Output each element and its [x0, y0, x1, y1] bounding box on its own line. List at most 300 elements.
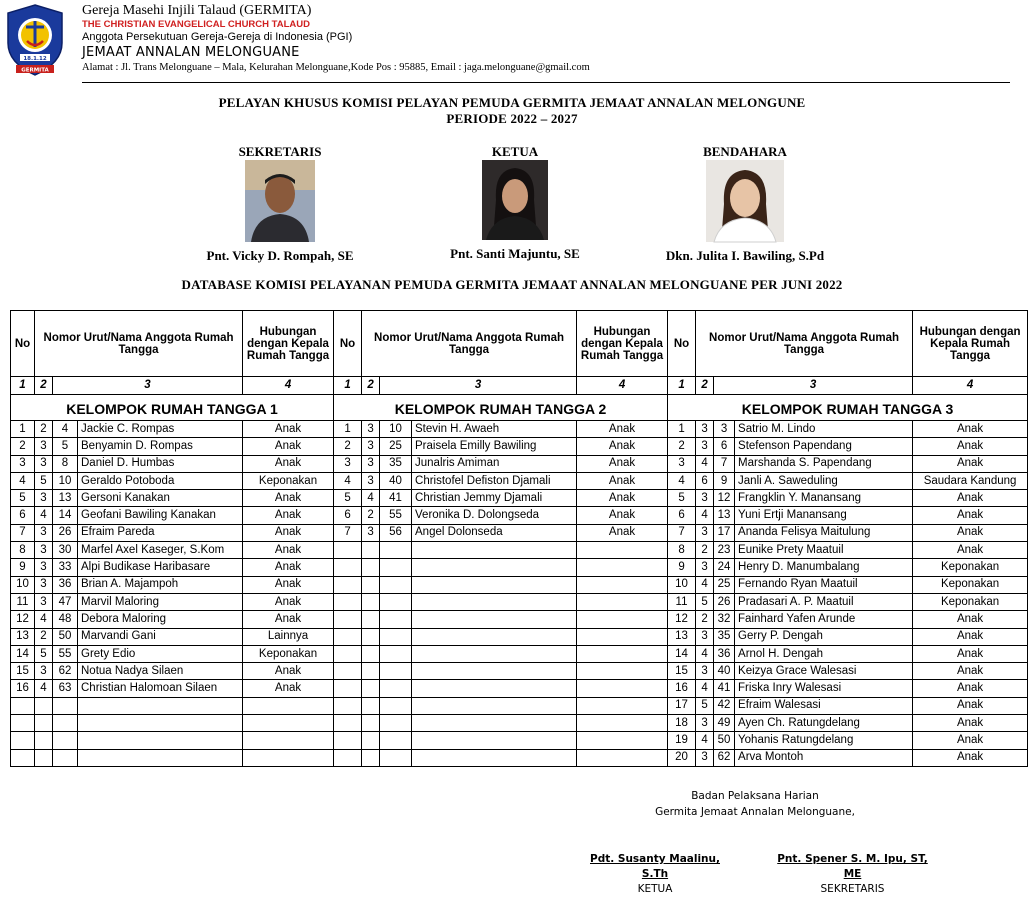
member-name: Arnol H. Dengah [735, 645, 913, 662]
row-no [11, 715, 35, 732]
relationship [243, 732, 334, 749]
relationship [243, 697, 334, 714]
row-no [334, 715, 362, 732]
row-no: 1 [668, 421, 696, 438]
signature-ketua [580, 852, 730, 897]
col-number: 2 [35, 377, 53, 395]
member-no: 9 [714, 472, 735, 489]
letterhead-divider [82, 82, 1010, 83]
member-name: Gersoni Kanakan [78, 490, 243, 507]
household-no: 4 [35, 680, 53, 697]
relationship: Anak [913, 542, 1028, 559]
row-no: 10 [11, 576, 35, 593]
relationship: Anak [913, 438, 1028, 455]
ketua-role: KETUA [637, 883, 673, 895]
row-no [334, 697, 362, 714]
signature-line-1: Badan Pelaksana Harian [691, 790, 819, 802]
relationship: Anak [243, 438, 334, 455]
member-no: 41 [714, 680, 735, 697]
row-no: 19 [668, 732, 696, 749]
col-number: 1 [668, 377, 696, 395]
table-row [11, 559, 1028, 576]
relationship [577, 715, 668, 732]
ketua-name: Pdt. Susanty Maalinu, S.Th [590, 853, 720, 880]
member-no [380, 542, 412, 559]
officer-name: Pnt. Vicky D. Rompah, SE [206, 248, 354, 263]
member-no [53, 749, 78, 766]
member-name [412, 559, 577, 576]
row-no [11, 749, 35, 766]
row-no: 9 [668, 559, 696, 576]
household-no: 4 [362, 490, 380, 507]
member-no: 26 [714, 593, 735, 610]
row-no: 1 [11, 421, 35, 438]
member-name [412, 732, 577, 749]
household-no: 4 [696, 455, 714, 472]
relationship: Anak [243, 524, 334, 541]
relationship: Anak [577, 421, 668, 438]
row-no: 15 [11, 663, 35, 680]
member-no: 10 [380, 421, 412, 438]
col-number: 2 [362, 377, 380, 395]
member-no: 40 [714, 663, 735, 680]
relationship [243, 749, 334, 766]
member-no: 62 [53, 663, 78, 680]
member-name [78, 697, 243, 714]
household-no [362, 749, 380, 766]
member-no [53, 697, 78, 714]
household-no: 3 [696, 421, 714, 438]
member-name: Christofel Defiston Djamali [412, 472, 577, 489]
member-name: Praisela Emilly Bawiling [412, 438, 577, 455]
row-no: 6 [334, 507, 362, 524]
member-no [380, 628, 412, 645]
household-no: 3 [35, 438, 53, 455]
relationship: Keponakan [913, 593, 1028, 610]
household-no: 4 [696, 507, 714, 524]
member-name: Yuni Ertji Manansang [735, 507, 913, 524]
relationship: Anak [577, 490, 668, 507]
table-body [11, 421, 1028, 767]
household-no: 3 [35, 542, 53, 559]
household-no: 4 [696, 576, 714, 593]
household-no [35, 715, 53, 732]
member-no: 40 [380, 472, 412, 489]
row-no: 14 [668, 645, 696, 662]
member-no [380, 611, 412, 628]
household-no [362, 542, 380, 559]
row-no: 7 [668, 524, 696, 541]
sekretaris-role: SEKRETARIS [820, 883, 885, 895]
member-no [380, 663, 412, 680]
row-no: 13 [11, 628, 35, 645]
relationship: Anak [577, 455, 668, 472]
household-no [35, 732, 53, 749]
household-no [362, 611, 380, 628]
header-hubungan: Hubungan dengan Kepala Rumah Tangga [913, 311, 1028, 377]
relationship [577, 749, 668, 766]
church-name-english: THE CHRISTIAN EVANGELICAL CHURCH TALAUD [82, 19, 310, 30]
col-number: 2 [696, 377, 714, 395]
member-name: Benyamin D. Rompas [78, 438, 243, 455]
group-title: KELOMPOK RUMAH TANGGA 1 [11, 399, 334, 421]
household-no: 4 [35, 507, 53, 524]
member-no [53, 732, 78, 749]
row-no: 2 [668, 438, 696, 455]
member-name: Marvandi Gani [78, 628, 243, 645]
row-no: 8 [668, 542, 696, 559]
row-no: 3 [11, 455, 35, 472]
household-no: 3 [362, 524, 380, 541]
letterhead [0, 0, 1024, 84]
row-no: 4 [11, 472, 35, 489]
relationship: Anak [913, 611, 1028, 628]
table-row [11, 611, 1028, 628]
member-no: 14 [53, 507, 78, 524]
header-nama: Nomor Urut/Nama Anggota Rumah Tangga [362, 311, 577, 377]
address: Alamat : Jl. Trans Melonguane – Mala, Kelurahan Melonguane,Kode Pos : 95885, Email : jaga.melonguane@gmail.com [82, 62, 590, 73]
member-no: 49 [714, 715, 735, 732]
row-no: 5 [668, 490, 696, 507]
relationship: Anak [243, 507, 334, 524]
col-number: 3 [714, 377, 913, 395]
row-no: 11 [11, 593, 35, 610]
group-title-row [11, 399, 1028, 421]
member-no: 25 [714, 576, 735, 593]
relationship: Anak [243, 490, 334, 507]
household-no: 4 [696, 645, 714, 662]
row-no: 11 [668, 593, 696, 610]
row-no: 6 [668, 507, 696, 524]
member-name: Pradasari A. P. Maatuil [735, 593, 913, 610]
relationship: Anak [577, 507, 668, 524]
relationship: Anak [913, 524, 1028, 541]
officer-role: SEKRETARIS [238, 144, 322, 159]
household-no: 2 [696, 611, 714, 628]
relationship: Lainnya [243, 628, 334, 645]
member-name: Henry D. Manumbalang [735, 559, 913, 576]
household-no: 3 [696, 663, 714, 680]
member-name: Jackie C. Rompas [78, 421, 243, 438]
member-no: 35 [714, 628, 735, 645]
member-no: 30 [53, 542, 78, 559]
member-no: 63 [53, 680, 78, 697]
member-name [78, 732, 243, 749]
member-no: 23 [714, 542, 735, 559]
table-row [11, 715, 1028, 732]
officer-ketua [425, 144, 605, 262]
member-name: Geofani Bawiling Kanakan [78, 507, 243, 524]
member-name: Eunike Prety Maatuil [735, 542, 913, 559]
relationship [577, 645, 668, 662]
relationship: Keponakan [243, 472, 334, 489]
member-name: Junalris Amiman [412, 455, 577, 472]
row-no [334, 542, 362, 559]
relationship: Anak [243, 421, 334, 438]
relationship: Anak [913, 663, 1028, 680]
member-no: 55 [380, 507, 412, 524]
member-no: 8 [53, 455, 78, 472]
row-no: 7 [334, 524, 362, 541]
row-no: 12 [668, 611, 696, 628]
row-no: 13 [668, 628, 696, 645]
row-no: 14 [11, 645, 35, 662]
member-name: Alpi Budikase Haribasare [78, 559, 243, 576]
household-no: 3 [35, 524, 53, 541]
row-no: 16 [11, 680, 35, 697]
table-row [11, 421, 1028, 438]
officer-role: BENDAHARA [703, 144, 787, 159]
row-no: 17 [668, 697, 696, 714]
row-no: 2 [11, 438, 35, 455]
row-no [334, 628, 362, 645]
row-no: 6 [11, 507, 35, 524]
page-title: PELAYAN KHUSUS KOMISI PELAYAN PEMUDA GERMITA JEMAAT ANNALAN MELONGUNE [218, 95, 806, 110]
row-no: 15 [668, 663, 696, 680]
member-no [380, 645, 412, 662]
group-title: KELOMPOK RUMAH TANGGA 3 [668, 399, 1028, 421]
household-no: 3 [696, 749, 714, 766]
relationship: Anak [913, 421, 1028, 438]
member-no: 50 [53, 628, 78, 645]
member-name [412, 628, 577, 645]
header-no: No [668, 311, 696, 377]
member-name: Geraldo Potoboda [78, 472, 243, 489]
table-row [11, 576, 1028, 593]
row-no: 3 [668, 455, 696, 472]
household-no [362, 645, 380, 662]
officer-name: Pnt. Santi Majuntu, SE [450, 246, 580, 261]
row-no [334, 749, 362, 766]
relationship: Anak [243, 663, 334, 680]
relationship: Anak [913, 732, 1028, 749]
member-name [412, 697, 577, 714]
member-no [380, 576, 412, 593]
relationship [577, 732, 668, 749]
member-no [380, 715, 412, 732]
member-no [380, 732, 412, 749]
col-number: 4 [913, 377, 1028, 395]
member-name: Stefenson Papendang [735, 438, 913, 455]
officer-name: Dkn. Julita I. Bawiling, S.Pd [665, 248, 825, 263]
officer-sekretaris [190, 144, 370, 264]
member-name: Marvil Maloring [78, 593, 243, 610]
portrait-photo [706, 160, 784, 242]
table-row [11, 507, 1028, 524]
member-name: Marfel Axel Kaseger, S.Kom [78, 542, 243, 559]
col-number: 3 [380, 377, 577, 395]
relationship: Anak [913, 490, 1028, 507]
relationship: Anak [243, 680, 334, 697]
row-no: 8 [11, 542, 35, 559]
row-no: 1 [334, 421, 362, 438]
member-name: Brian A. Majampoh [78, 576, 243, 593]
member-no: 12 [714, 490, 735, 507]
member-name [412, 715, 577, 732]
member-name [78, 749, 243, 766]
household-no: 3 [362, 472, 380, 489]
household-no: 5 [696, 593, 714, 610]
household-no [362, 576, 380, 593]
relationship: Anak [913, 697, 1028, 714]
member-no: 62 [714, 749, 735, 766]
member-no: 17 [714, 524, 735, 541]
relationship: Anak [913, 628, 1028, 645]
row-no: 3 [334, 455, 362, 472]
member-no [53, 715, 78, 732]
header-nama: Nomor Urut/Nama Anggota Rumah Tangga [35, 311, 243, 377]
member-name: Fernando Ryan Maatuil [735, 576, 913, 593]
member-name: Fainhard Yafen Arunde [735, 611, 913, 628]
table-row [11, 490, 1028, 507]
member-name: Friska Inry Walesasi [735, 680, 913, 697]
member-name [412, 611, 577, 628]
relationship: Anak [577, 438, 668, 455]
relationship [577, 697, 668, 714]
member-no: 13 [53, 490, 78, 507]
relationship: Anak [243, 542, 334, 559]
member-no: 32 [714, 611, 735, 628]
household-no [362, 732, 380, 749]
household-no: 5 [35, 472, 53, 489]
household-no: 5 [35, 645, 53, 662]
member-name: Debora Maloring [78, 611, 243, 628]
household-no: 3 [696, 490, 714, 507]
row-no [11, 697, 35, 714]
row-no [334, 559, 362, 576]
database-title: DATABASE KOMISI PELAYANAN PEMUDA GERMITA JEMAAT ANNALAN MELONGUANE PER JUNI 2022 [181, 277, 843, 292]
relationship [577, 542, 668, 559]
household-no [35, 749, 53, 766]
member-no: 55 [53, 645, 78, 662]
row-no [11, 732, 35, 749]
member-no: 5 [53, 438, 78, 455]
household-no: 3 [362, 438, 380, 455]
relationship [243, 715, 334, 732]
table-row [11, 472, 1028, 489]
household-no: 4 [696, 680, 714, 697]
household-no: 3 [35, 490, 53, 507]
relationship: Anak [577, 524, 668, 541]
member-name: Stevin H. Awaeh [412, 421, 577, 438]
table-row [11, 680, 1028, 697]
household-no [362, 559, 380, 576]
member-name: Daniel D. Humbas [78, 455, 243, 472]
household-no: 3 [696, 524, 714, 541]
relationship: Keponakan [243, 645, 334, 662]
household-no: 3 [35, 663, 53, 680]
row-no: 10 [668, 576, 696, 593]
household-no [362, 715, 380, 732]
member-no: 4 [53, 421, 78, 438]
member-name: Gerry P. Dengah [735, 628, 913, 645]
relationship: Anak [243, 593, 334, 610]
table-row [11, 749, 1028, 766]
household-no: 3 [35, 593, 53, 610]
member-name [412, 645, 577, 662]
member-no: 3 [714, 421, 735, 438]
relationship: Anak [913, 749, 1028, 766]
member-no: 41 [380, 490, 412, 507]
col-number: 1 [334, 377, 362, 395]
signature-sekretaris [770, 852, 935, 897]
member-name: Angel Dolonseda [412, 524, 577, 541]
header-no: No [334, 311, 362, 377]
table-row [11, 438, 1028, 455]
row-no: 2 [334, 438, 362, 455]
member-name: Ayen Ch. Ratungdelang [735, 715, 913, 732]
table-row [11, 663, 1028, 680]
header-nama: Nomor Urut/Nama Anggota Rumah Tangga [696, 311, 913, 377]
relationship: Keponakan [913, 576, 1028, 593]
row-no: 5 [334, 490, 362, 507]
header-hubungan: Hubungan dengan Kepala Rumah Tangga [243, 311, 334, 377]
member-name: Frangklin Y. Manansang [735, 490, 913, 507]
member-no [380, 680, 412, 697]
row-no: 4 [334, 472, 362, 489]
relationship [577, 628, 668, 645]
household-no: 2 [362, 507, 380, 524]
member-name [78, 715, 243, 732]
household-no: 3 [696, 438, 714, 455]
relationship [577, 576, 668, 593]
row-no: 5 [11, 490, 35, 507]
header-hubungan: Hubungan dengan Kepala Rumah Tangga [577, 311, 668, 377]
member-name: Notua Nadya Silaen [78, 663, 243, 680]
member-name [412, 576, 577, 593]
member-no: 36 [53, 576, 78, 593]
member-no: 33 [53, 559, 78, 576]
row-no: 20 [668, 749, 696, 766]
household-no: 3 [696, 628, 714, 645]
row-no: 4 [668, 472, 696, 489]
table-row [11, 697, 1028, 714]
row-no: 9 [11, 559, 35, 576]
row-no: 16 [668, 680, 696, 697]
household-no: 3 [35, 559, 53, 576]
relationship [577, 680, 668, 697]
sekretaris-name: Pnt. Spener S. M. Ipu, ST, ME [777, 853, 928, 880]
member-name: Christian Jemmy Djamali [412, 490, 577, 507]
member-no [380, 749, 412, 766]
col-number: 4 [243, 377, 334, 395]
row-no [334, 576, 362, 593]
row-no [334, 680, 362, 697]
member-name: Satrio M. Lindo [735, 421, 913, 438]
church-name: Gereja Masehi Injili Talaud (GERMITA) [82, 3, 312, 18]
portrait-photo [245, 160, 315, 242]
member-no: 13 [714, 507, 735, 524]
relationship [577, 611, 668, 628]
relationship: Anak [243, 611, 334, 628]
household-no: 2 [35, 421, 53, 438]
member-no: 47 [53, 593, 78, 610]
relationship: Anak [913, 645, 1028, 662]
svg-text:18.1.12: 18.1.12 [23, 56, 47, 62]
column-number-row [11, 377, 1028, 395]
member-name: Veronika D. Dolongseda [412, 507, 577, 524]
row-no [334, 593, 362, 610]
signature-line-2: Germita Jemaat Annalan Melonguane, [655, 806, 855, 818]
member-name: Janli A. Saweduling [735, 472, 913, 489]
member-name [412, 593, 577, 610]
relationship: Anak [243, 455, 334, 472]
portrait-photo [482, 160, 548, 240]
period-title: PERIODE 2022 – 2027 [446, 111, 578, 126]
church-logo-icon [4, 3, 66, 77]
household-no [362, 593, 380, 610]
household-no [362, 628, 380, 645]
